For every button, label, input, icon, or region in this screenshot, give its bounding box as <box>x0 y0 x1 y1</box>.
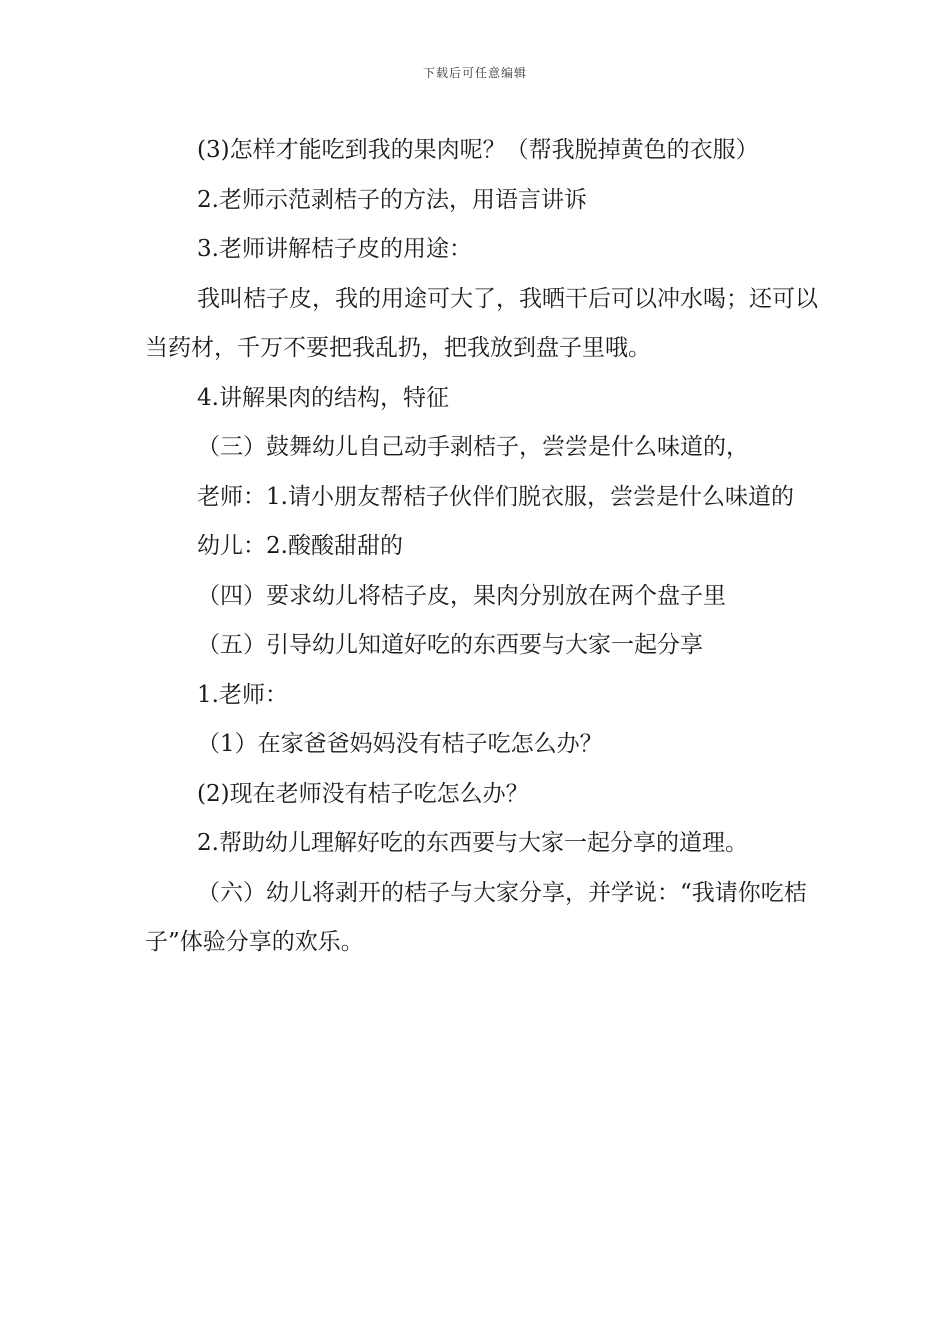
paragraph: (2)现在老师没有桔子吃怎么办？ <box>197 780 529 807</box>
paragraph: 3.老师讲解桔子皮的用途： <box>197 236 472 262</box>
paragraph: 2.老师示范剥桔子的方法，用语言讲诉 <box>197 186 587 213</box>
paragraph: （四）要求幼儿将桔子皮，果肉分别放在两个盘子里 <box>197 582 726 609</box>
document-body <box>145 126 835 968</box>
paragraph: (3)怎样才能吃到我的果肉呢？（帮我脱掉黄色的衣服） <box>197 137 759 163</box>
page-header: 下载后可任意编辑 <box>422 66 527 80</box>
paragraph: 2.帮助幼儿理解好吃的东西要与大家一起分享的道理。 <box>197 830 748 856</box>
paragraph: （三）鼓舞幼儿自己动手剥桔子，尝尝是什么味道的， <box>197 434 749 460</box>
paragraph: 1.老师： <box>197 681 288 708</box>
paragraph: 老师：1.请小朋友帮桔子伙伴们脱衣服，尝尝是什么味道的 <box>197 483 794 510</box>
paragraph: 4.讲解果肉的结构，特征 <box>197 384 449 411</box>
paragraph: （六）幼儿将剥开的桔子与大家分享，并学说：“我请你吃桔子”体验分享的欢乐。 <box>145 879 807 955</box>
paragraph: （1）在家爸爸妈妈没有桔子吃怎么办？ <box>197 731 603 757</box>
paragraph: 我叫桔子皮，我的用途可大了，我晒干后可以冲水喝；还可以当药材，千万不要把我乱扔，把我放到盘子里哦。 <box>145 285 818 361</box>
paragraph: 幼儿：2.酸酸甜甜的 <box>197 533 403 559</box>
paragraph: （五）引导幼儿知道好吃的东西要与大家一起分享 <box>197 632 703 658</box>
